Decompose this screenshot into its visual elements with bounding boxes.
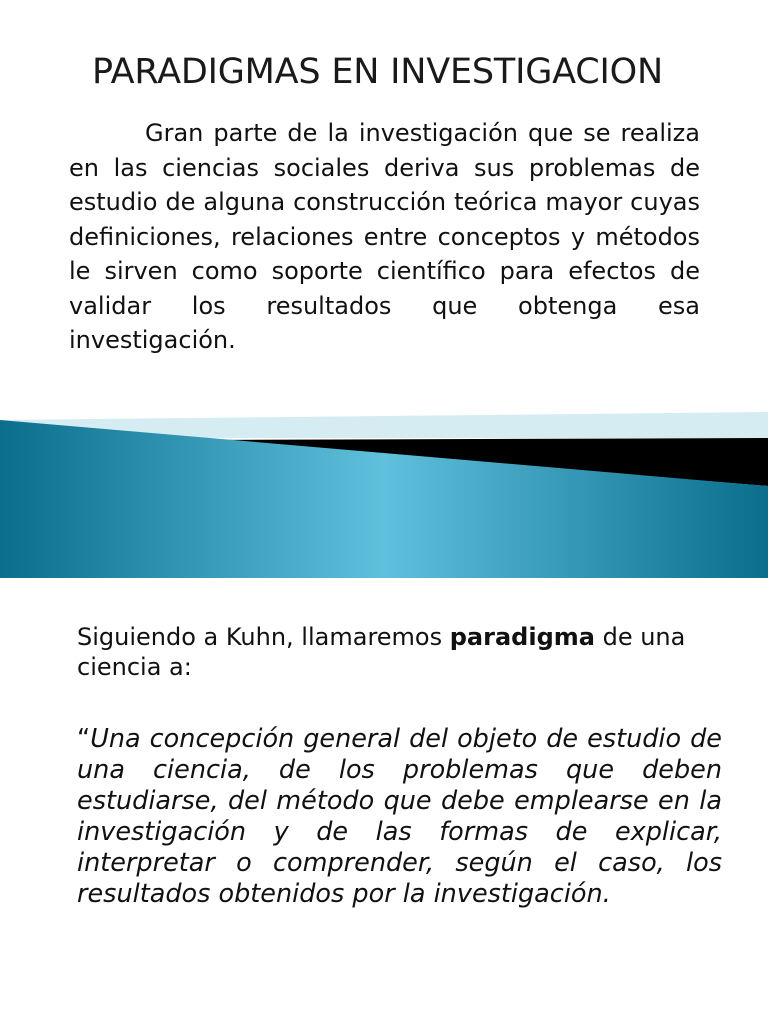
kuhn-intro-after: de una ciencia a: <box>77 623 686 681</box>
kuhn-intro <box>77 622 722 682</box>
paradigma-term: paradigma <box>449 623 595 651</box>
paradigm-definition-quote <box>77 724 722 910</box>
slide-title: PARADIGMAS EN INVESTIGACION <box>92 52 663 92</box>
intro-paragraph: Gran parte de la investigación que se realiza en las ciencias sociales deriva sus problemas de estudio de alguna construcción teórica mayor cuyas definiciones, relaciones entre conceptos y métodos le sirven como soporte científico para efectos de validar los resultados que obtenga esa investigación. <box>69 119 700 354</box>
band-graphic <box>0 412 768 578</box>
quote-open-mark: “ <box>77 724 91 754</box>
quote-text: Una concepción general del objeto de estudio de una ciencia, de los problemas que deben estudiarse, del método que debe emplearse en la investigación y de las formas de explicar, interpretar o comprender, según el caso, los resultados obtenidos por la investigación. <box>77 724 722 909</box>
decorative-band <box>0 412 768 578</box>
kuhn-intro-before: Siguiendo a Kuhn, llamaremos <box>77 623 450 651</box>
